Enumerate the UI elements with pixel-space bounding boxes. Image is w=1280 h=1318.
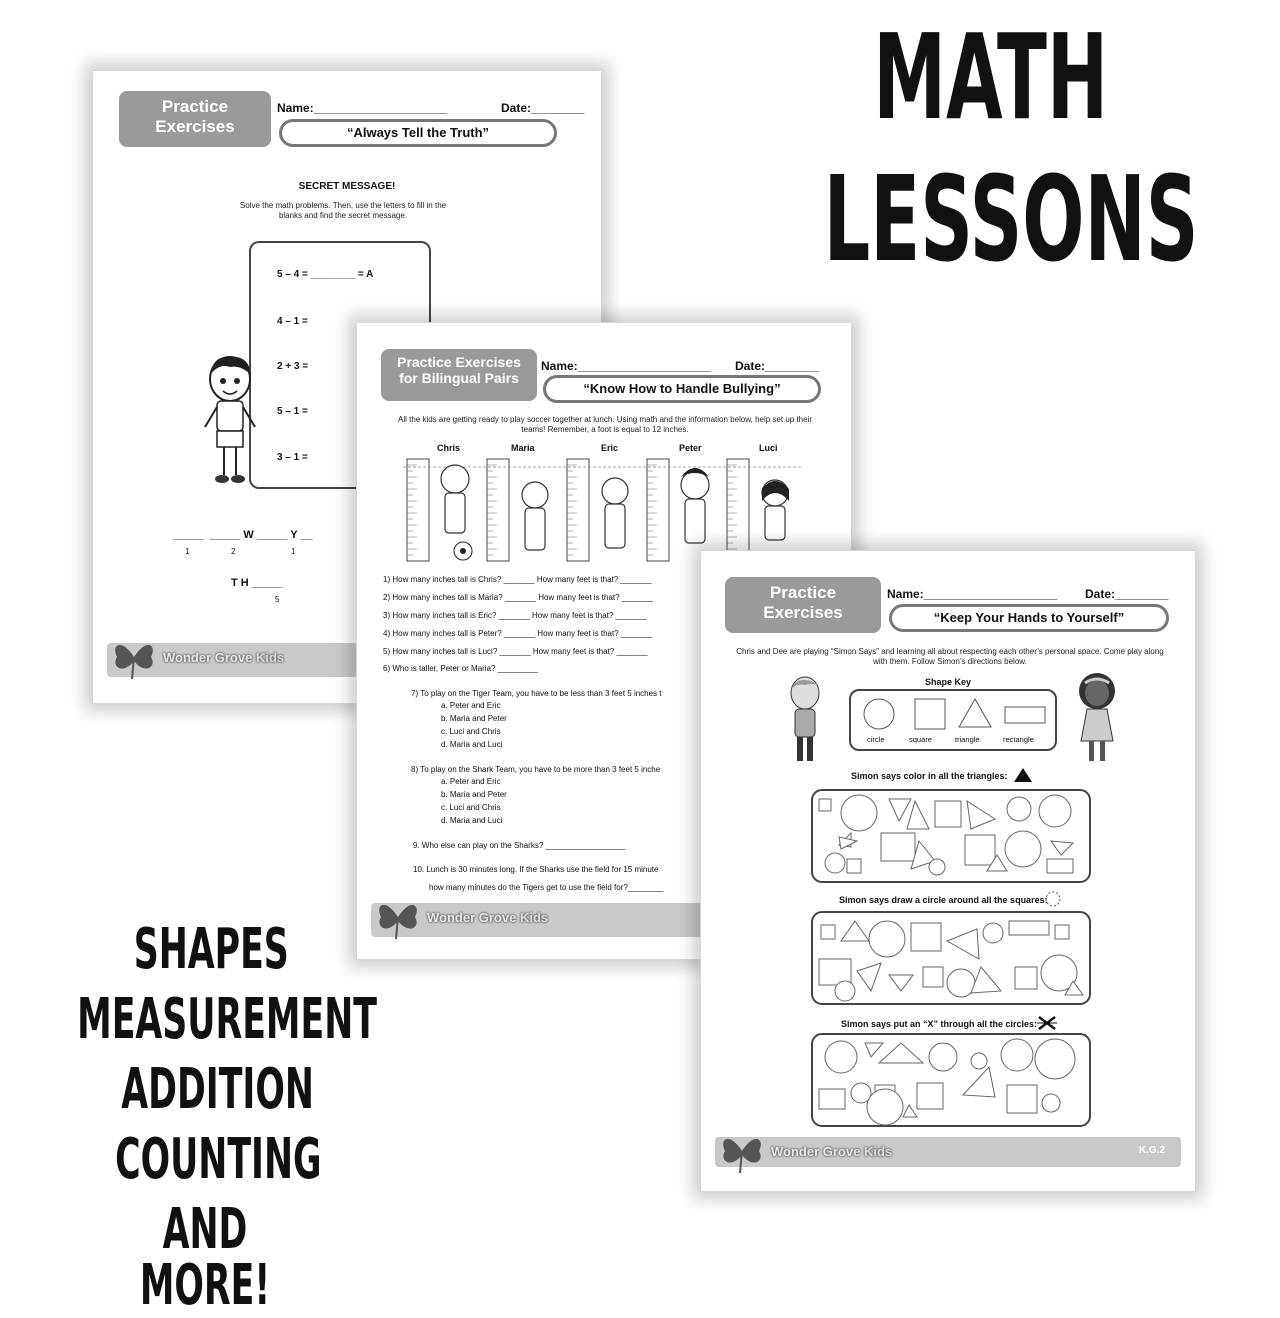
chris-illustration [781, 675, 829, 767]
worksheet-title: “Know How to Handle Bullying” [543, 375, 821, 403]
blank-number-1: 1 [185, 547, 190, 556]
secret-message-heading: SECRET MESSAGE! [298, 181, 396, 192]
instructions: All the kids are getting ready to play soccer together at lunch. Using math and the information below, help set up their teams! Remember, a foot is equal to 12 inches. [397, 415, 812, 435]
task-x-circles: Simon says put an “X” through all the circles: [841, 1019, 1038, 1029]
dotted-circle-icon [1045, 891, 1061, 907]
topic-shapes: SHAPES [133, 917, 289, 982]
question-10-cont: how many minutes do the Tigers get to use the field for?________ [429, 883, 664, 892]
brand-logo: Wonder Grove Kids [427, 910, 549, 925]
question-7: 7) To play on the Tiger Team, you have to be less than 3 feet 5 inches t [411, 689, 662, 698]
q8-option-d: d. Maria and Luci [441, 816, 503, 825]
dee-illustration [1073, 671, 1121, 767]
name-label: Name:____________________ [541, 359, 712, 373]
problem-5: 3 – 1 = [277, 452, 308, 463]
shape-name-square: square [909, 735, 932, 744]
q7-option-a: a. Peter and Eric [441, 701, 501, 710]
boy-illustration [197, 351, 263, 491]
kid-name-luci: Luci [759, 443, 778, 453]
blank-letter-y: Y [290, 529, 298, 541]
shapes-box-2 [811, 911, 1091, 1005]
shape-key-label: Shape Key [925, 677, 972, 687]
practice-exercises-box [725, 577, 881, 633]
question-3: 3) How many inches tall is Eric? _______ How many feet is that? _______ [383, 611, 647, 620]
shapes-box-1 [811, 789, 1091, 883]
brand-logo: Wonder Grove Kids [163, 650, 285, 665]
practice-exercises-box [119, 91, 271, 147]
name-label: Name:____________________ [887, 587, 1058, 601]
th-blank: T H _____ [231, 577, 283, 589]
date-label: Date:________ [1085, 587, 1169, 601]
standard-code: K.G.2 [1138, 1145, 1165, 1156]
message-blanks: _____ _____ W _____ Y __ [173, 529, 313, 541]
q8-option-a: a. Peter and Eric [441, 777, 501, 786]
shape-key-shapes [859, 697, 1047, 731]
brand-logo: Wonder Grove Kids [771, 1144, 893, 1159]
kid-name-maria: Maria [511, 443, 535, 453]
box-line2: for Bilingual Pairs [399, 370, 519, 387]
name-label: Name:____________________ [277, 101, 448, 115]
kid-name-peter: Peter [679, 443, 702, 453]
x-mark-icon [1037, 1015, 1057, 1031]
headline-math: MATH [873, 8, 1109, 146]
worksheet-title: “Keep Your Hands to Yourself” [889, 604, 1169, 632]
th-number: 5 [275, 595, 280, 604]
q7-option-c: c. Luci and Chris [441, 727, 501, 736]
question-2: 2) How many inches tall is Maria? _______ How many feet is that? _______ [383, 593, 653, 602]
box-line2: Exercises [763, 602, 843, 622]
butterfly-icon [375, 895, 421, 941]
kid-name-eric: Eric [601, 443, 619, 453]
q7-option-b: b. Maria and Peter [441, 714, 507, 723]
instructions: Solve the math problems. Then, use the letters to fill in the blanks and find the secret message. [239, 201, 447, 221]
task-color-triangles: Simon says color in all the triangles: [851, 771, 1008, 781]
topic-addition: ADDITION [121, 1057, 314, 1122]
question-9: 9. Who else can play on the Sharks? __________________ [413, 841, 626, 850]
task-circle-squares: Simon says draw a circle around all the squares: [839, 895, 1048, 905]
shape-name-rectangle: rectangle [1003, 735, 1034, 744]
footer-bar [715, 1137, 1181, 1167]
topic-and-more: AND MORE! [139, 1197, 271, 1318]
butterfly-icon [719, 1129, 765, 1175]
topic-measurement: MEASUREMENT [77, 987, 377, 1052]
instructions: Chris and Dee are playing “Simon Says” and learning all about respecting each other’s personal space. Come play along with them. Follow Simon’s directions below. [736, 647, 1164, 667]
shape-name-triangle: triangle [955, 735, 980, 744]
date-label: Date:________ [501, 101, 585, 115]
blank-number-3: 1 [291, 547, 296, 556]
filled-triangle-icon [1013, 767, 1033, 783]
box-line2: Exercises [155, 116, 235, 136]
topic-counting: COUNTING [115, 1127, 322, 1192]
headline-lessons: LESSONS [823, 150, 1199, 288]
question-4: 4) How many inches tall is Peter? _______ How many feet is that? _______ [383, 629, 653, 638]
problem-1: 5 – 4 = ________ = A [277, 269, 374, 280]
question-8: 8) To play on the Shark Team, you have to be more than 3 feet 5 inche [411, 765, 661, 774]
butterfly-icon [111, 635, 157, 681]
q8-option-b: b. Maria and Peter [441, 790, 507, 799]
q8-option-c: c. Luci and Chris [441, 803, 501, 812]
box-line1: Practice Exercises [397, 354, 521, 370]
question-10: 10. Lunch is 30 minutes long. If the Sharks use the field for 15 minute [413, 865, 659, 874]
blank-letter-w: W [243, 529, 254, 541]
problem-2: 4 – 1 = [277, 316, 308, 327]
blank-number-2: 2 [231, 547, 236, 556]
question-5: 5) How many inches tall is Luci? _______ How many feet is that? _______ [383, 647, 648, 656]
date-label: Date:________ [735, 359, 819, 373]
problem-3: 2 + 3 = [277, 361, 309, 372]
shape-key-box [849, 689, 1057, 751]
height-rulers-illustration [403, 455, 803, 563]
practice-exercises-box [381, 349, 537, 401]
problem-4: 5 – 1 = [277, 406, 308, 417]
shapes-box-3 [811, 1033, 1091, 1127]
worksheet-keep-hands-to-yourself [700, 550, 1196, 1192]
question-1: 1) How many inches tall is Chris? _______ How many feet is that? _______ [383, 575, 652, 584]
kid-name-chris: Chris [437, 443, 461, 453]
question-6: 6) Who is taller, Peter or Maria? _________ [383, 664, 538, 673]
worksheet-title: “Always Tell the Truth” [279, 119, 557, 147]
q7-option-d: d. Maria and Luci [441, 740, 503, 749]
box-line1: Practice [161, 97, 229, 116]
shape-name-circle: circle [867, 735, 885, 744]
box-line1: Practice [769, 583, 837, 602]
